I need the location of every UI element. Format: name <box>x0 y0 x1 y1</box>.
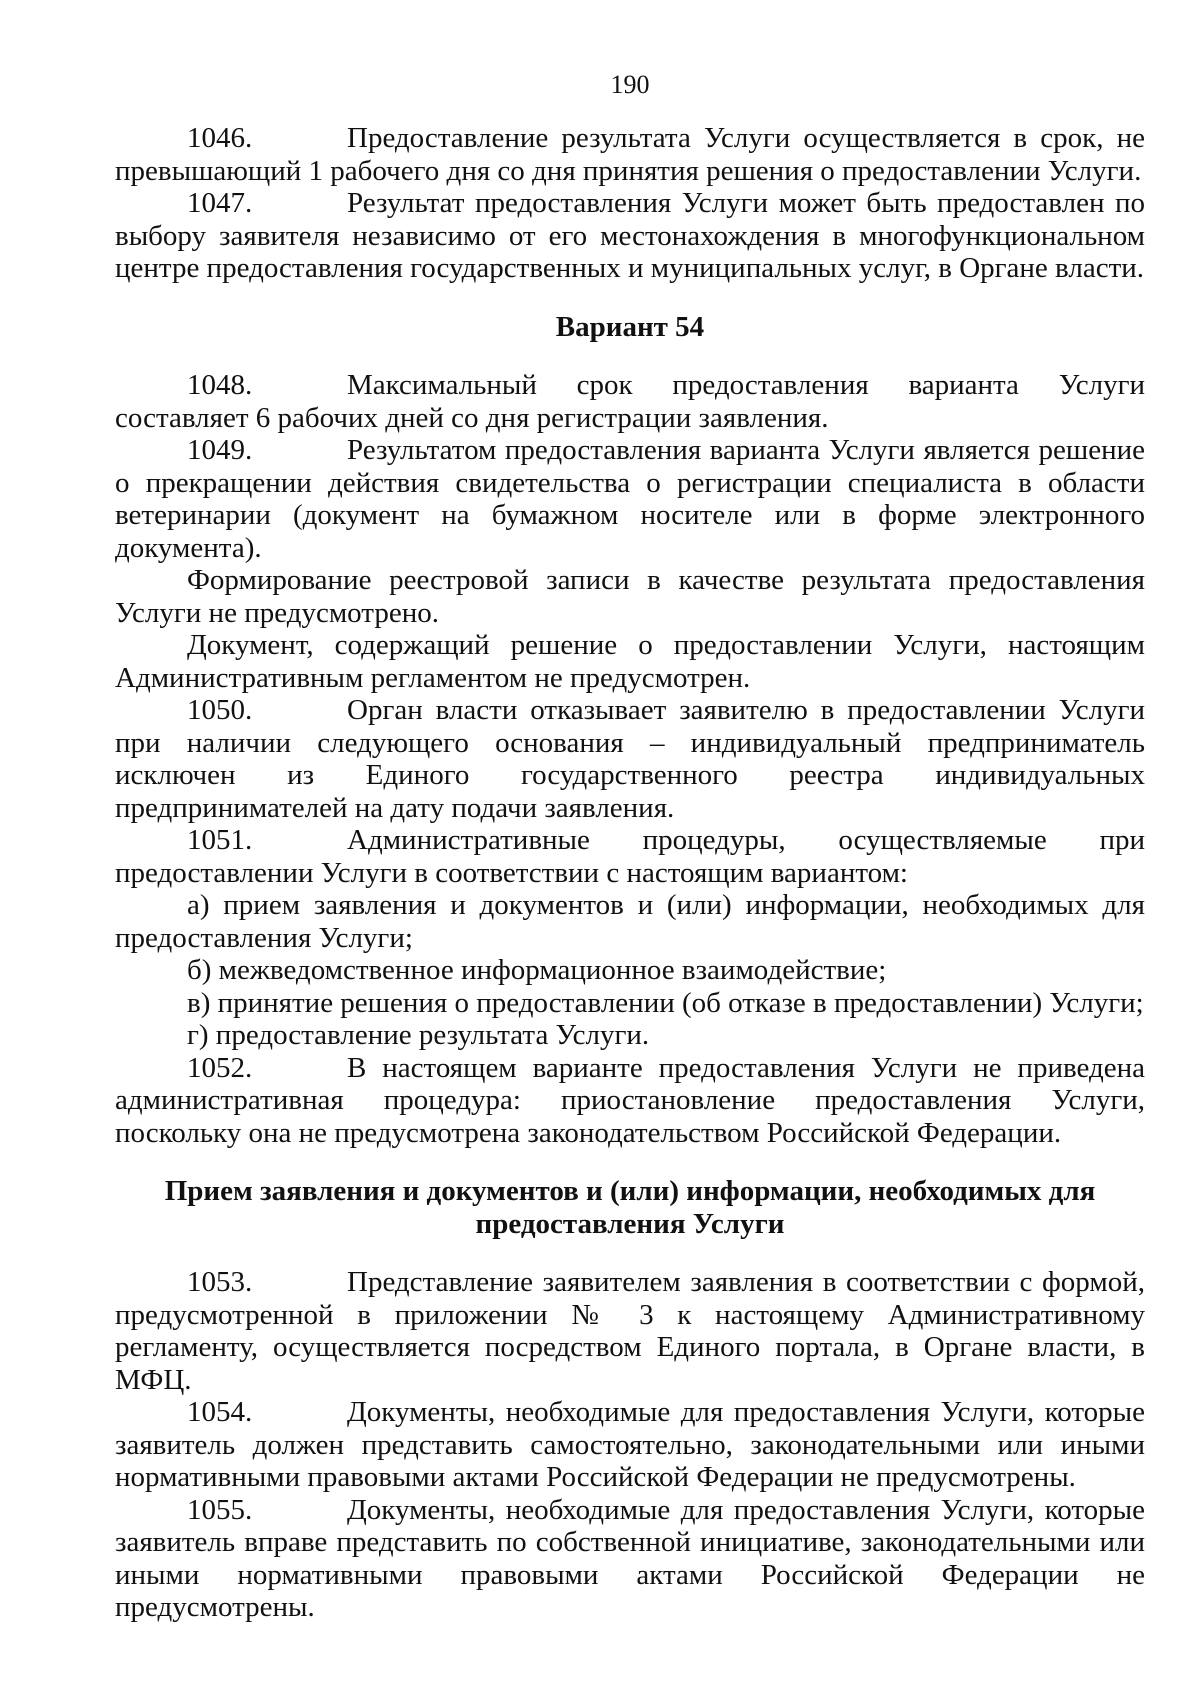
paragraph-text: Результат предоставления Услуги может быть предоставлен по выбору заявителя независимо от его местонахождения в многофункциональном центре предоставления государственных и муниципальных услуг, в Органе власти. <box>115 187 1145 284</box>
paragraph-number: 1051. <box>187 824 253 856</box>
document-body <box>115 122 1145 1624</box>
paragraph-text: Документы, необходимые для предоставления Услуги, которые заявитель вправе представить по собственной инициативе, законодательными или иными нормативными правовыми актами Российской Федерации не предусмотрены. <box>115 1493 1145 1623</box>
paragraph-number: 1049. <box>187 434 253 466</box>
paragraph-number: 1052. <box>187 1051 253 1084</box>
paragraph-1047 <box>115 187 1145 285</box>
paragraph-1051 <box>115 824 1145 889</box>
paragraph-text: Предоставление результата Услуги осуществляется в срок, не превышающий 1 рабочего дня со дня принятия решения о предоставлении Услуги. <box>115 122 1145 187</box>
paragraph-1054 <box>115 1396 1145 1494</box>
paragraph-text: Орган власти отказывает заявителю в предоставлении Услуги при наличии следующего основания – индивидуальный предприниматель исключен из Единого государственного реестра индивидуальных предпринимателей на дату подачи заявления. <box>115 694 1145 824</box>
paragraph-number: 1050. <box>187 694 253 726</box>
paragraph-document: Документ, содержащий решение о предоставлении Услуги, настоящим Административным регламентом не предусмотрен. <box>115 629 1145 694</box>
paragraph-number: 1054. <box>187 1396 253 1428</box>
paragraph-registry: Формирование реестровой записи в качестве результата предоставления Услуги не предусмотрено. <box>115 564 1145 629</box>
paragraph-text: Документы, необходимые для предоставления Услуги, которые заявитель должен представить самостоятельно, законодательными или иными нормативными правовыми актами Российской Федерации не предусмотрены. <box>115 1396 1145 1493</box>
variant-heading: Вариант 54 <box>555 310 705 343</box>
paragraph-number: 1046. <box>187 122 253 154</box>
list-item-a: а) прием заявления и документов и (или) информации, необходимых для предоставления Услуги; <box>115 889 1145 954</box>
paragraph-text: Результатом предоставления варианта Услуги является решение о прекращении действия свидетельства о регистрации специалиста в области ветеринарии (документ на бумажном носителе или в форме электронного документа). <box>115 434 1145 564</box>
paragraph-1049 <box>115 434 1145 564</box>
list-item-b: б) межведомственное информационное взаимодействие; <box>187 954 887 986</box>
paragraph-text: Представление заявителем заявления в соответствии с формой, предусмотренной в приложении № 3 к настоящему Административному регламенту, осуществляется посредством Единого портала, в Органе власти, в МФЦ. <box>115 1266 1145 1396</box>
list-item-c: в) принятие решения о предоставлении (об отказе в предоставлении) Услуги; <box>187 986 1144 1019</box>
paragraph-number: 1048. <box>187 369 253 401</box>
paragraph-1053 <box>115 1266 1145 1396</box>
page-number: 190 <box>610 70 650 99</box>
paragraph-text: Административные процедуры, осуществляемые при предоставлении Услуги в соответствии с настоящим вариантом: <box>115 824 1145 889</box>
paragraph-1048 <box>115 369 1145 434</box>
paragraph-1055 <box>115 1494 1145 1624</box>
paragraph-1052 <box>115 1052 1145 1150</box>
paragraph-1046 <box>115 122 1145 187</box>
paragraph-text: Максимальный срок предоставления варианта Услуги составляет 6 рабочих дней со дня регистрации заявления. <box>115 369 1145 434</box>
paragraph-number: 1047. <box>187 187 253 219</box>
paragraph-number: 1055. <box>187 1493 253 1526</box>
list-item-d: г) предоставление результата Услуги. <box>187 1019 650 1051</box>
paragraph-1050 <box>115 694 1145 824</box>
paragraph-number: 1053. <box>187 1266 253 1298</box>
section-heading-line-1: Прием заявления и документов и (или) информации, необходимых для <box>164 1175 1096 1207</box>
paragraph-text: В настоящем варианте предоставления Услуги не приведена административная процедура: приостановление предоставления Услуги, поскольку она не предусмотрена законодательством Российской Федерации. <box>115 1051 1145 1149</box>
section-heading <box>115 1175 1145 1240</box>
section-heading-line-2: предоставления Услуги <box>475 1207 785 1240</box>
